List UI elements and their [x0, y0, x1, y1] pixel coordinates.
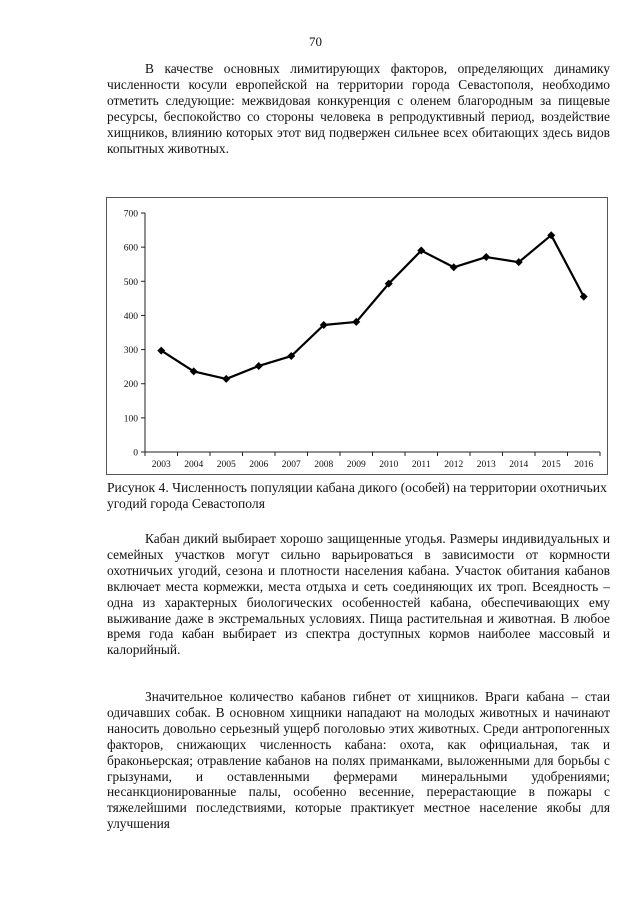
- chart-canvas: [107, 198, 607, 474]
- y-tick-label: 100: [123, 414, 138, 425]
- y-tick-label: 500: [123, 277, 138, 288]
- y-tick-label: 600: [123, 243, 138, 254]
- series-line: [161, 235, 584, 379]
- x-tick-label: 2003: [151, 460, 171, 470]
- x-tick-label: 2014: [509, 460, 529, 470]
- y-tick-label: 200: [123, 380, 138, 391]
- paragraph-boar-habitat: Кабан дикий выбирает хорошо защищенные угодья. Размеры индивидуальных и семейных участков могут сильно варьироваться в зависимости от кормности охотничьих угодий, сезона и плотности населения кабана. Участок обитания кабанов включает места кормежки, места отдыха и сеть соединяющих их троп. Всеядность – одна из характерных биологических особенностей кабана, обеспечивающих ему выживание даже в экстремальных условиях. Пища растительная и животная. В любое время года кабан выбирает из спектра доступных кормов наиболее массовый и калорийный.: [107, 531, 610, 658]
- x-tick-label: 2005: [216, 460, 236, 470]
- y-tick-label: 700: [123, 209, 138, 220]
- page-number: 70: [309, 34, 322, 49]
- figure-caption: Рисунок 4. Численность популяции кабана дикого (особей) на территории охотничьих угодий города Севастополя: [107, 480, 607, 511]
- y-tick-label: 300: [123, 346, 138, 357]
- data-point: [580, 293, 588, 301]
- x-tick-label: 2006: [249, 460, 269, 470]
- x-tick-label: 2010: [379, 460, 399, 470]
- x-tick-label: 2008: [314, 460, 334, 470]
- x-tick-label: 2013: [476, 460, 496, 470]
- x-tick-label: 2011: [411, 460, 431, 470]
- population-chart: [106, 197, 608, 475]
- y-tick-label: 400: [123, 311, 138, 322]
- data-point: [450, 263, 458, 271]
- x-tick-label: 2015: [541, 460, 561, 470]
- x-tick-label: 2016: [574, 460, 594, 470]
- x-tick-label: 2004: [184, 460, 204, 470]
- x-tick-label: 2007: [281, 460, 301, 470]
- y-tick-label: 0: [133, 448, 138, 459]
- data-point: [222, 375, 230, 383]
- data-point: [482, 253, 490, 261]
- paragraph-roe-deer-factors: В качестве основных лимитирующих факторов, определяющих динамику численности косули европейской на территории города Севастополя, необходимо отметить следующие: межвидовая конкуренция с оленем благородным за пищевые ресурсы, беспокойство со стороны человека в репродуктивный период, воздействие хищников, влиянию которых этот вид подвержен сильнее всех обитающих здесь видов копытных животных.: [107, 61, 610, 156]
- x-tick-label: 2012: [444, 460, 464, 470]
- paragraph-boar-threats: Значительное количество кабанов гибнет от хищников. Враги кабана – стаи одичавших собак. В основном хищники нападают на молодых животных и начинают наносить довольно серьезный ущерб поголовью этих животных. Среди антропогенных факторов, снижающих численность кабана: охота, как официальная, так и браконьерская; отравление кабанов на полях приманками, выложенными для борьбы с грызунами, и оставленными фермерами минеральными удобрениями; несанкционированные палы, особенно весенние, перерастающие в пожары с тяжелейшими последствиями, которые практикует местное население якобы для улучшения: [107, 689, 610, 832]
- x-tick-label: 2009: [346, 460, 366, 470]
- data-point: [255, 362, 263, 370]
